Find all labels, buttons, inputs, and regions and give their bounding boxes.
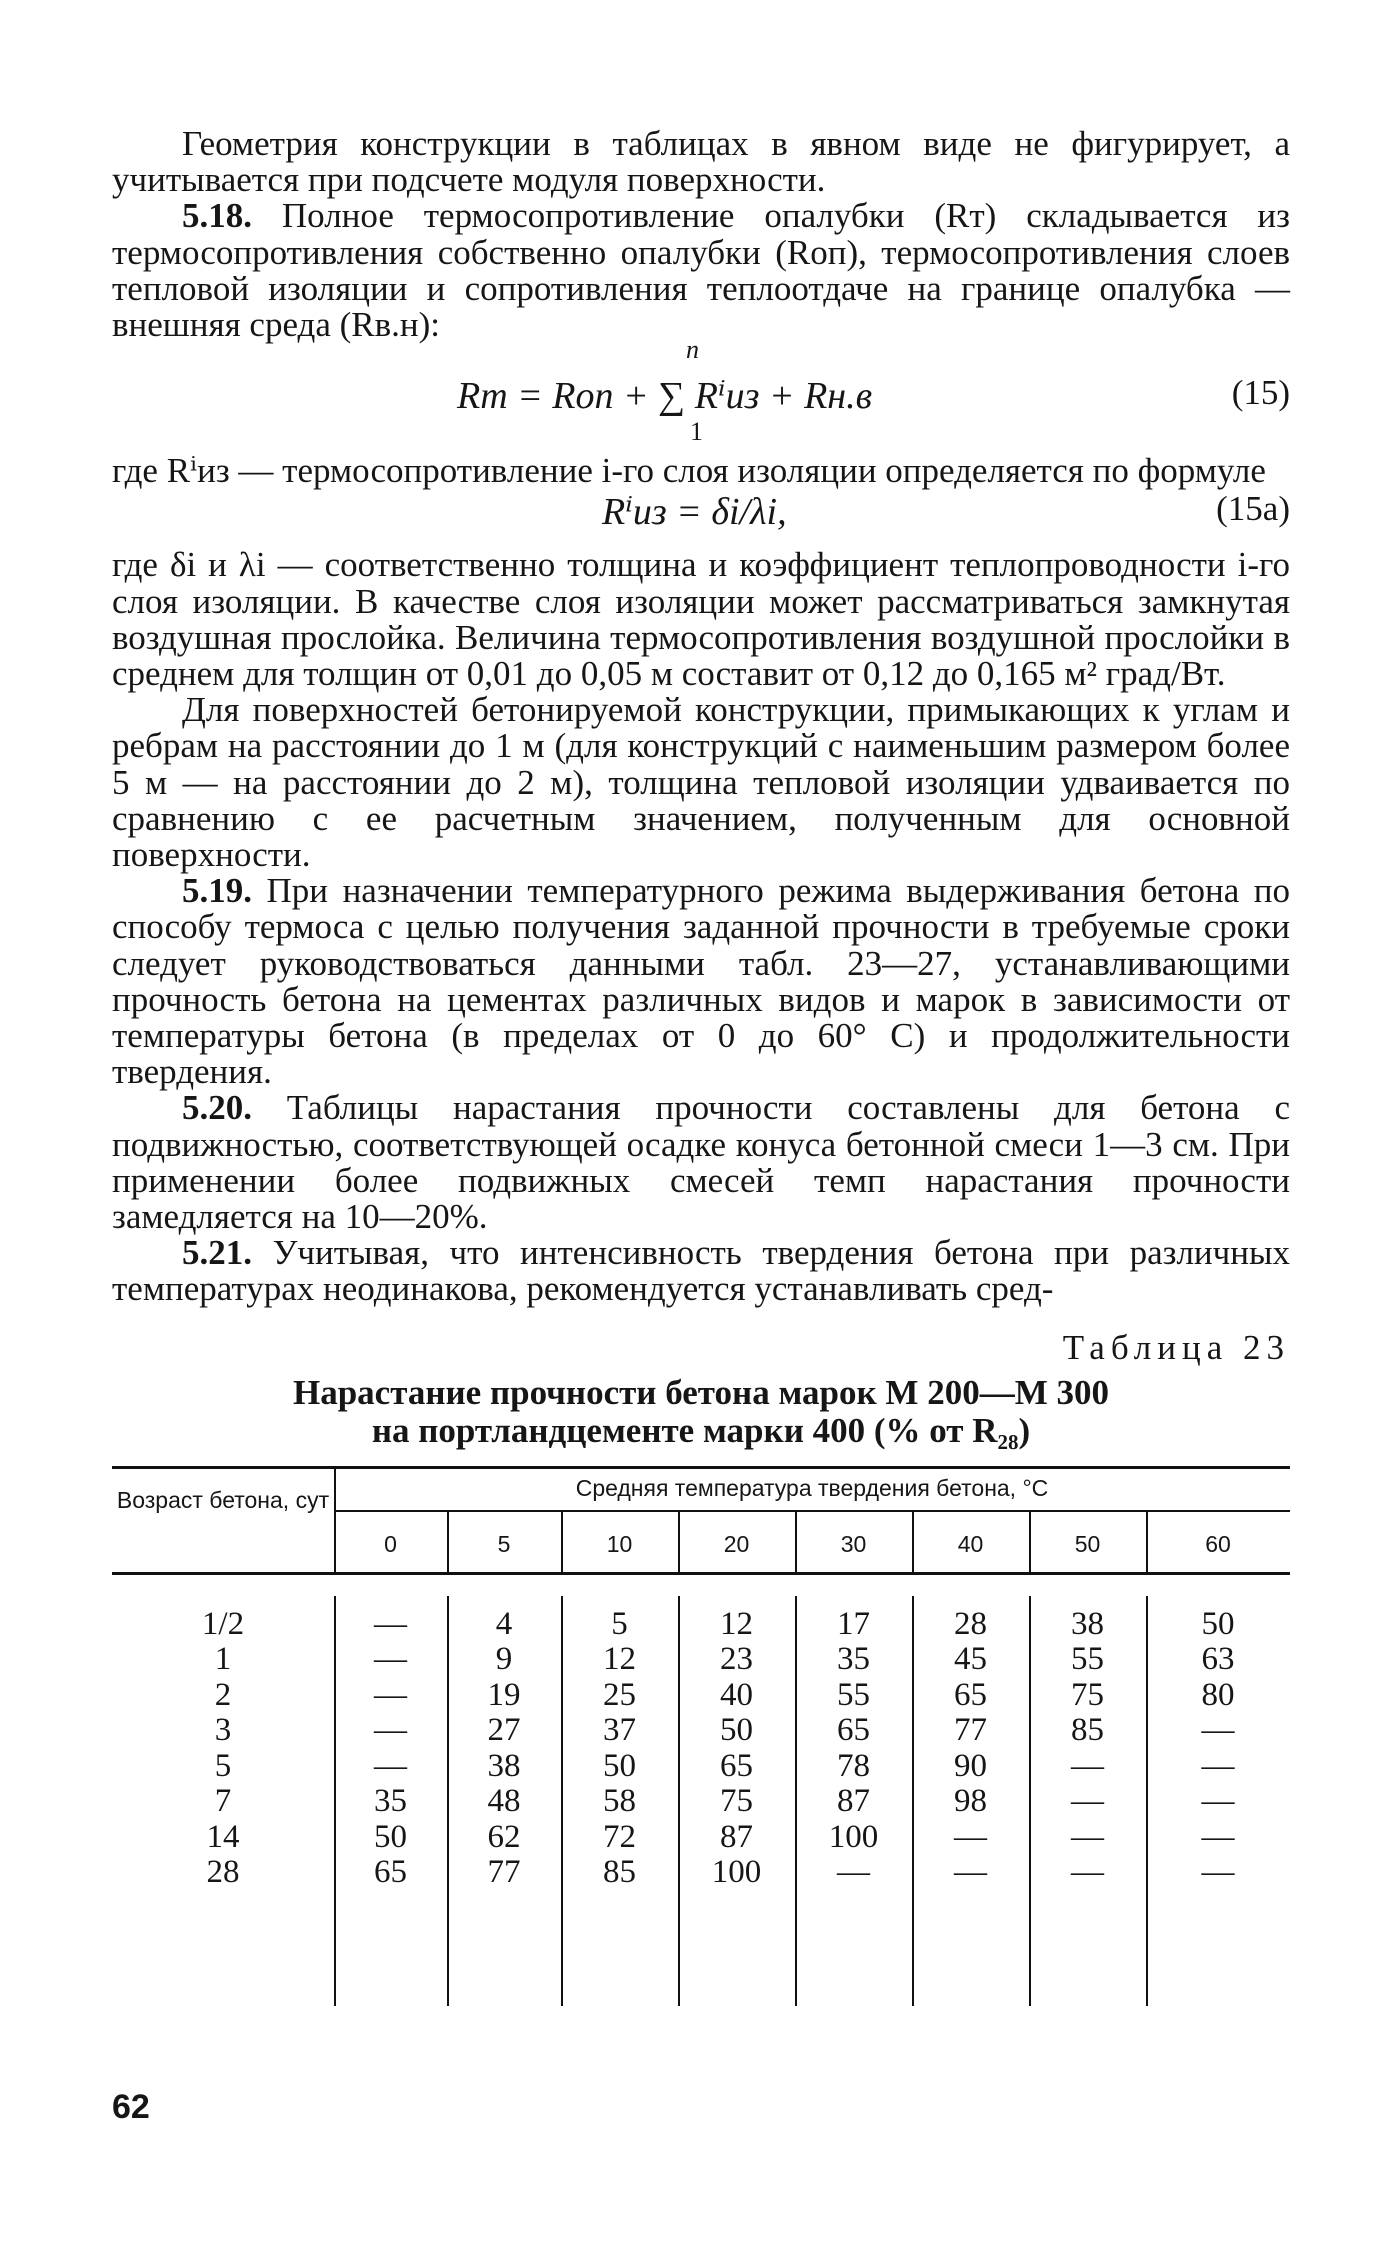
strength-cell: 90 — [954, 1747, 987, 1784]
equation-number: (15а) — [1216, 489, 1290, 529]
strength-cell: 27 — [487, 1712, 521, 1749]
table-label: Таблица 23 — [1062, 1327, 1290, 1367]
group-header: Средняя температура твердения бетона, °С — [575, 1474, 1049, 1501]
age-cell: 28 — [206, 1854, 240, 1891]
strength-cell: 87 — [837, 1783, 870, 1820]
strength-cell: 55 — [1071, 1641, 1104, 1678]
strength-cell: — — [1071, 1818, 1104, 1855]
age-cell: 14 — [206, 1818, 240, 1855]
page-content — [112, 126, 1290, 2006]
strength-cell: 65 — [837, 1712, 870, 1749]
strength-cell: 80 — [1201, 1676, 1235, 1713]
strength-cell: 35 — [374, 1783, 407, 1820]
paragraph-text: При назначении температурного режима выдерживания бетона по способу термоса с целью получения заданной прочности в требуемые сроки следует руководствоваться данными табл. 23—27, устанавливающими прочность бетона на цементах различных видов и марок в зависимости от температуры бетона (в пределах от 0 до 60° С) и продолжительности твердения. — [112, 871, 1290, 1092]
temperature-header: 50 — [1074, 1530, 1101, 1557]
strength-cell: 50 — [720, 1712, 753, 1749]
strength-cell: — — [1201, 1818, 1235, 1855]
paragraph-5-21 — [112, 1235, 1290, 1307]
table-header-rule — [112, 1572, 1290, 1575]
strength-cell: — — [374, 1676, 407, 1713]
strength-cell: 77 — [954, 1712, 987, 1749]
strength-cell: 85 — [603, 1854, 636, 1891]
strength-cell: 75 — [720, 1783, 753, 1820]
strength-cell: 100 — [711, 1854, 762, 1891]
strength-cell: 40 — [720, 1676, 753, 1713]
paragraph-where-r-iz: где Rⁱиз — термосопротивление i-го слоя изоляции определяется по формуле — [112, 451, 1266, 491]
strength-cell: 62 — [487, 1818, 521, 1855]
strength-cell: 12 — [720, 1605, 753, 1642]
paragraph-geometry: Геометрия конструкции в таблицах в явном виде не фигурирует, а учитывается при подсчете модуля поверхности. — [112, 124, 1290, 200]
strength-cell: 63 — [1201, 1641, 1235, 1678]
strength-cell: 17 — [837, 1605, 870, 1642]
strength-cell: 28 — [954, 1605, 987, 1642]
strength-cell: 37 — [603, 1712, 636, 1749]
age-cell: 7 — [214, 1783, 232, 1820]
temperature-header: 10 — [606, 1530, 633, 1557]
table-title — [112, 1374, 1290, 1450]
strength-cell: — — [1071, 1854, 1104, 1891]
age-cell: 5 — [214, 1747, 232, 1784]
strength-cell: 50 — [1201, 1605, 1235, 1642]
paragraph-surfaces: Для поверхностей бетонируемой конструкции, примыкающих к углам и ребрам на расстоянии до 1 м (для конструкций с наименьшим размером более 5 м — на расстоянии до 2 м), толщина тепловой изоляции удваивается по сравнению с ее расчетным значением, полученным для основной поверхности. — [112, 690, 1290, 875]
table-title-line: Нарастание прочности бетона марок М 200—М 300 — [292, 1372, 1109, 1412]
strength-cell: — — [1201, 1712, 1235, 1749]
strength-cell: 75 — [1071, 1676, 1104, 1713]
strength-cell: 19 — [487, 1676, 521, 1713]
strength-cell: 50 — [603, 1747, 636, 1784]
strength-cell: 65 — [374, 1854, 407, 1891]
strength-cell: — — [1071, 1747, 1104, 1784]
temperature-header: 20 — [723, 1530, 750, 1557]
strength-cell: — — [954, 1818, 987, 1855]
section-number: 5.18. — [182, 196, 252, 236]
strength-cell: 77 — [487, 1854, 521, 1891]
temperature-header: 40 — [957, 1530, 984, 1557]
strength-cell: 48 — [487, 1783, 521, 1820]
page-number: 62 — [112, 2088, 150, 2126]
row-header: Возраст бетона, сут — [116, 1486, 330, 1513]
section-number: 5.20. — [182, 1088, 252, 1128]
temperature-header: 5 — [497, 1530, 511, 1557]
age-cell: 3 — [214, 1712, 232, 1749]
paragraph-5-18 — [112, 198, 1290, 343]
strength-cell: — — [374, 1605, 407, 1642]
strength-cell: 98 — [954, 1783, 987, 1820]
strength-cell: 38 — [487, 1747, 521, 1784]
sum-lower-limit: 1 — [690, 417, 703, 447]
formula-15 — [112, 335, 1290, 453]
temperature-header: 60 — [1205, 1530, 1231, 1557]
strength-cell: 78 — [837, 1747, 870, 1784]
paragraph-text: Учитывая, что интенсивность твердения бетона при различных температурах неодинакова, рекомендуется устанавливать сред- — [112, 1233, 1290, 1309]
paragraph-text: Полное термосопротивление опалубки (Rт) складывается из термосопротивления собственно опалубки (Rоп), термосопротивления слоев тепловой изоляции и сопротивления теплоотдаче на границе опалубка — внешняя среда (Rв.н): — [112, 196, 1290, 345]
strength-cell: 72 — [603, 1818, 636, 1855]
age-cell: 1 — [214, 1641, 232, 1678]
strength-cell: 100 — [828, 1818, 879, 1855]
strength-cell: 45 — [954, 1641, 987, 1678]
equation-number: (15) — [1231, 373, 1290, 413]
strength-cell: 4 — [495, 1605, 513, 1642]
age-cell: 2 — [214, 1676, 232, 1713]
strength-cell: 65 — [954, 1676, 987, 1713]
strength-cell: 9 — [495, 1641, 513, 1678]
strength-cell: — — [1201, 1747, 1235, 1784]
strength-table — [112, 1466, 1290, 2006]
strength-cell: 85 — [1071, 1712, 1104, 1749]
strength-cell: 35 — [837, 1641, 870, 1678]
strength-cell: 25 — [603, 1676, 636, 1713]
formula-15-body: Rт = Rоп + ∑ Rⁱиз + Rн.в — [457, 375, 873, 418]
paragraph-5-19 — [112, 873, 1290, 1090]
strength-cell: 65 — [720, 1747, 753, 1784]
temperature-header: 30 — [840, 1530, 867, 1557]
strength-cell: 12 — [603, 1641, 636, 1678]
paragraph-where-delta: где δi и λi — соответственно толщина и коэффициент теплопроводности i-го слоя изоляции. В качестве слоя изоляции может рассматриваться замкнутая воздушная прослойка. Величина термосопротивления воздушной прослойки в среднем для толщин от 0,01 до 0,05 м составит от 0,12 до 0,165 м² град/Вт. — [112, 545, 1290, 694]
strength-cell: 58 — [603, 1783, 636, 1820]
age-cell: 1/2 — [201, 1605, 245, 1642]
formula-15a — [112, 489, 1290, 547]
strength-cell: — — [1201, 1854, 1235, 1891]
strength-cell: — — [1071, 1783, 1104, 1820]
strength-cell: 50 — [374, 1818, 407, 1855]
strength-cell: — — [374, 1641, 407, 1678]
paragraph-text: Таблицы нарастания прочности составлены для бетона с подвижностью, соответствующей осадке конуса бетонной смеси 1—3 см. При применении более подвижных смесей темп нарастания прочности замедляется на 10—20%. — [112, 1088, 1291, 1237]
strength-cell: — — [374, 1712, 407, 1749]
strength-cell: — — [837, 1854, 870, 1891]
paragraph-5-20 — [112, 1090, 1290, 1235]
strength-cell: — — [1201, 1783, 1235, 1820]
strength-cell: 38 — [1071, 1605, 1104, 1642]
section-number: 5.21. — [182, 1233, 252, 1273]
section-number: 5.19. — [182, 871, 252, 911]
strength-cell: 23 — [720, 1641, 753, 1678]
table-top-rule — [112, 1466, 1290, 1469]
formula-15a-body: Rⁱиз = δi/λi, — [602, 491, 787, 534]
strength-cell: 55 — [837, 1676, 870, 1713]
temperature-header: 0 — [384, 1530, 397, 1557]
strength-cell: 5 — [611, 1605, 628, 1642]
strength-cell: — — [374, 1747, 407, 1784]
strength-cell: — — [954, 1854, 987, 1891]
table-title-line: на портландцементе марки 400 (% от R₂₈) — [371, 1410, 1031, 1450]
sum-upper-limit: n — [686, 335, 699, 365]
strength-cell: 87 — [720, 1818, 753, 1855]
